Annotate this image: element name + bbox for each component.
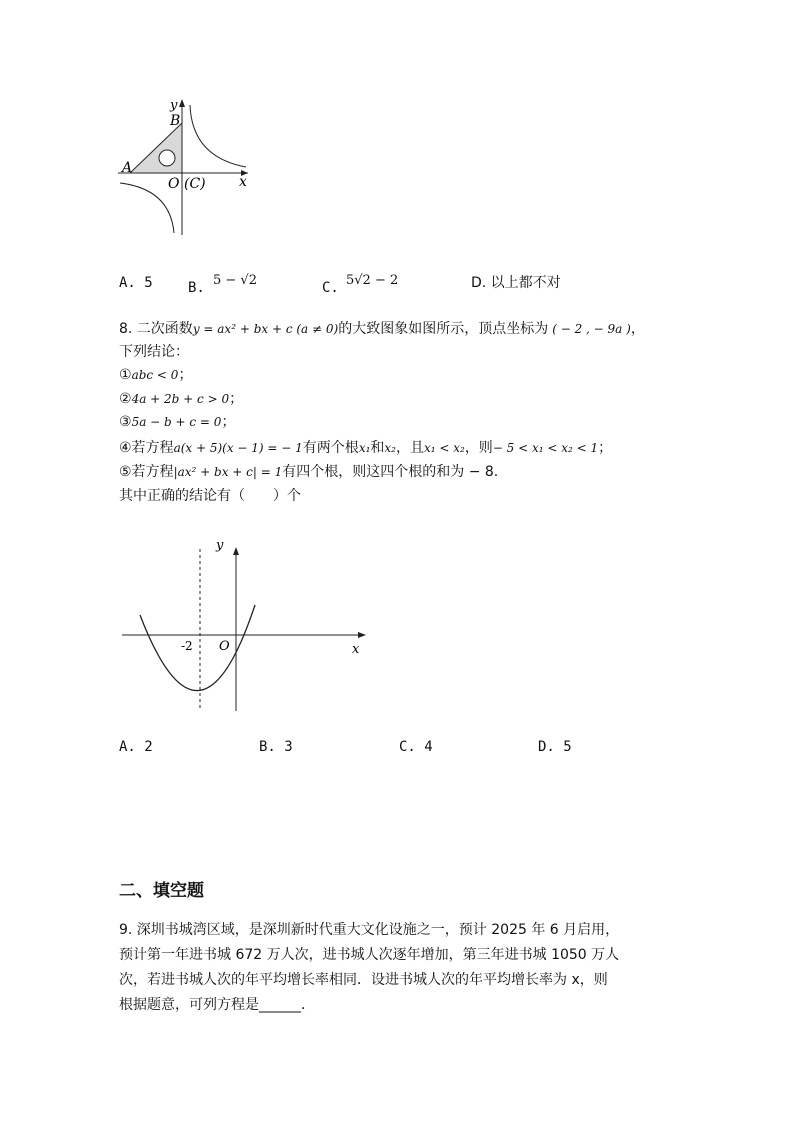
q8-c5-b: 有四个根，则这四个根的和为 − 8. xyxy=(282,464,499,480)
q7-option-c-math: 5√2 − 2 xyxy=(346,273,399,288)
q7-option-d: D. 以上都不对 xyxy=(471,275,561,291)
label-a: A xyxy=(122,160,133,176)
q8-c4-f: ； xyxy=(598,440,613,456)
q8-c1-math: abc < 0 xyxy=(131,368,179,382)
q8-c2-mark: ② xyxy=(119,391,132,407)
label-y: y xyxy=(216,538,224,553)
label-x: x xyxy=(352,642,360,657)
q8-c4-eq: a(x + 5)(x − 1) = − 1 xyxy=(173,441,303,455)
q7-option-a: A. 5 xyxy=(119,275,153,291)
q8-c3-end: ； xyxy=(221,414,236,430)
q8-c2-math: 4a + 2b + c > 0 xyxy=(131,392,230,406)
q8-stem-pre: 8. 二次函数 xyxy=(119,321,193,337)
q8-c4-d: ，且 xyxy=(395,440,424,456)
figure-hyperbola-triangle xyxy=(110,95,260,240)
q8-option-c: C. 4 xyxy=(399,739,433,755)
q8-stem xyxy=(119,321,645,337)
hyperbola-branch-right xyxy=(190,105,246,167)
q8-c5-a: ⑤若方程 xyxy=(119,464,174,480)
q8-stem-end: ， xyxy=(630,321,645,337)
q8-stem-mid: 的大致图象如图所示，顶点坐标为 xyxy=(338,321,549,337)
label-c: (C) xyxy=(184,176,206,192)
q9-line4-pre: 根据题意，可列方程是 xyxy=(119,997,259,1013)
q8-c4-cond: x₁ < x₂ xyxy=(423,441,465,455)
q8-c1-end: ； xyxy=(178,367,193,383)
x-axis-arrow xyxy=(358,632,366,638)
q9-line3: 次，若进书城人次的年平均增长率相同．设进书城人次的年平均增长率为 x，则 xyxy=(119,972,608,988)
q8-stem-vertex: ( − 2 , − 9a ) xyxy=(552,322,631,336)
label-x: x xyxy=(239,174,247,190)
answer-blank[interactable]: ______ xyxy=(259,997,301,1013)
q8-option-a: A. 2 xyxy=(119,739,153,755)
hyperbola-branch-left xyxy=(120,183,174,233)
q8-conclusion-2 xyxy=(119,391,243,407)
q8-option-d: D. 5 xyxy=(538,739,572,755)
label-minus2: -2 xyxy=(181,639,193,653)
label-b: B xyxy=(170,113,181,129)
q8-c2-end: ； xyxy=(229,391,244,407)
q8-conclusion-3 xyxy=(119,414,235,430)
y-axis-arrow xyxy=(233,547,239,555)
q8-c1-mark: ① xyxy=(119,367,132,383)
q8-c4-e: ，则 xyxy=(464,440,493,456)
q8-conclusion-5 xyxy=(119,464,498,480)
q8-conclusion-1 xyxy=(119,367,192,383)
y-axis-arrow xyxy=(179,99,185,107)
q8-c4-c: 和 xyxy=(370,440,385,456)
q9-line4-end: ． xyxy=(301,997,315,1013)
q8-c4-x2: x₂ xyxy=(384,441,396,455)
section-heading: 二、填空题 xyxy=(119,881,204,901)
q8-c4-a: ④若方程 xyxy=(119,440,174,456)
q8-conclusion-4 xyxy=(119,440,612,456)
inscribed-circle xyxy=(159,150,175,166)
q8-c3-math: 5a − b + c = 0 xyxy=(131,415,222,429)
label-y: y xyxy=(170,98,178,113)
parabola-curve xyxy=(140,605,255,691)
q8-c5-eq: |ax² + bx + c| = 1 xyxy=(173,465,283,479)
q8-c4-range: − 5 < x₁ < x₂ < 1 xyxy=(492,441,599,455)
q9-line1: 9. 深圳书城湾区域，是深圳新时代重大文化设施之一，预计 2025 年 6 月启用， xyxy=(119,922,620,938)
q7-option-b: B. xyxy=(188,280,205,296)
shaded-triangle xyxy=(130,123,182,173)
q9-line4 xyxy=(119,997,315,1013)
q8-c4-b: 有两个根 xyxy=(302,440,359,456)
q8-stem-func: y = ax² + bx + c (a ≠ 0) xyxy=(192,322,339,336)
label-o: O xyxy=(219,639,230,654)
q7-option-b-math: 5 − √2 xyxy=(213,273,257,288)
q8-line2: 下列结论： xyxy=(119,344,189,360)
q8-c4-x1: x₁ xyxy=(358,441,371,455)
q8-last-line: 其中正确的结论有（ ）个 xyxy=(119,488,301,504)
figure-parabola xyxy=(118,535,370,715)
label-o: O xyxy=(168,176,180,192)
q9-line2: 预计第一年进书城 672 万人次，进书城人次逐年增加，第三年进书城 1050 万人 xyxy=(119,947,620,963)
q8-c3-mark: ③ xyxy=(119,414,132,430)
q8-option-b: B. 3 xyxy=(259,739,293,755)
q7-option-c: C. xyxy=(322,280,339,296)
